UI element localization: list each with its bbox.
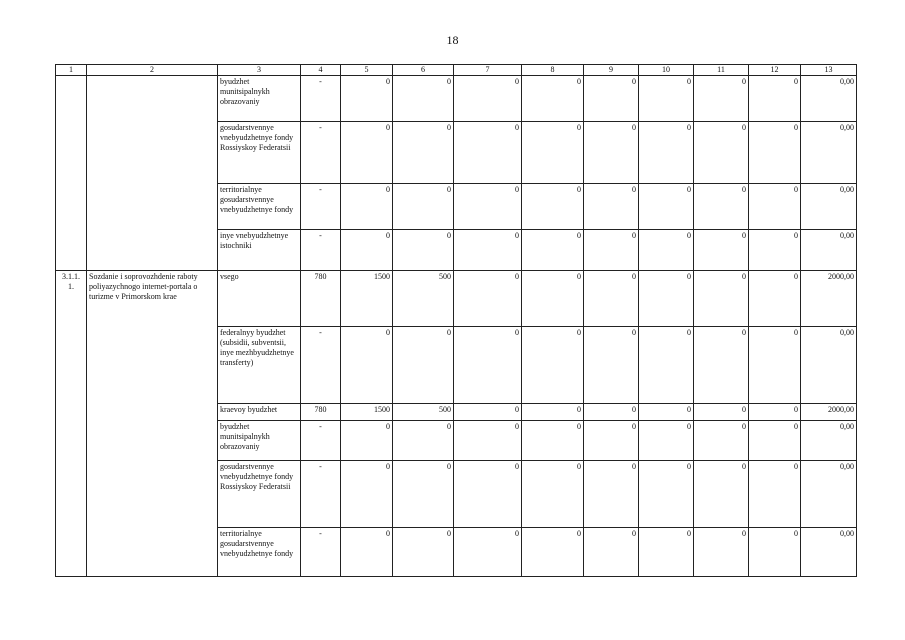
value-cell: 1500 [341, 271, 393, 327]
value-cell: 0 [639, 404, 694, 421]
column-number: 10 [639, 65, 694, 76]
column-number: 1 [56, 65, 87, 76]
value-cell: 0 [694, 327, 749, 404]
value-cell: 0 [522, 528, 584, 577]
value-cell: - [301, 230, 341, 271]
value-cell: 0 [393, 327, 454, 404]
value-cell: 0,00 [801, 230, 857, 271]
value-cell: 0 [341, 184, 393, 230]
value-cell: 0 [393, 461, 454, 528]
value-cell: - [301, 327, 341, 404]
value-cell: 0 [584, 327, 639, 404]
value-cell: 0 [639, 421, 694, 461]
value-cell: 0 [454, 421, 522, 461]
value-cell: 0 [694, 122, 749, 184]
funding-source: gosudarstvennye vnebyudzhetnye fondy Rossiyskoy Federatsii [218, 122, 301, 184]
value-cell: 0 [639, 122, 694, 184]
item-code-cell: 3.1.1. 1. [56, 271, 87, 577]
value-cell: 0 [584, 404, 639, 421]
value-cell: - [301, 122, 341, 184]
value-cell: 780 [301, 404, 341, 421]
value-cell: 0 [584, 421, 639, 461]
value-cell: 0 [639, 230, 694, 271]
value-cell: 0 [639, 528, 694, 577]
value-cell: 0 [454, 327, 522, 404]
column-number: 2 [87, 65, 218, 76]
column-number-row [56, 65, 857, 76]
value-cell: 0 [694, 271, 749, 327]
value-cell: 0 [639, 461, 694, 528]
value-cell: 2000,00 [801, 271, 857, 327]
value-cell: 0 [341, 230, 393, 271]
column-number: 12 [749, 65, 801, 76]
value-cell: 0 [694, 76, 749, 122]
value-cell: 0 [341, 76, 393, 122]
value-cell: 0 [454, 76, 522, 122]
value-cell: 0 [749, 327, 801, 404]
value-cell: 0 [454, 528, 522, 577]
column-number: 13 [801, 65, 857, 76]
value-cell: 0 [522, 184, 584, 230]
value-cell: 0 [454, 122, 522, 184]
value-cell: 0 [584, 528, 639, 577]
column-number: 8 [522, 65, 584, 76]
value-cell: 0 [749, 461, 801, 528]
value-cell: 0 [749, 76, 801, 122]
value-cell: 0 [454, 271, 522, 327]
value-cell: 0,00 [801, 327, 857, 404]
value-cell: 2000,00 [801, 404, 857, 421]
value-cell: 0 [749, 528, 801, 577]
funding-source: kraevoy byudzhet [218, 404, 301, 421]
value-cell: 0 [584, 122, 639, 184]
column-number: 9 [584, 65, 639, 76]
column-number: 11 [694, 65, 749, 76]
value-cell: 0 [749, 421, 801, 461]
value-cell: - [301, 461, 341, 528]
value-cell: 0 [584, 461, 639, 528]
column-number: 5 [341, 65, 393, 76]
value-cell: 0 [393, 76, 454, 122]
column-number: 7 [454, 65, 522, 76]
value-cell: 0 [749, 230, 801, 271]
value-cell: 0 [393, 230, 454, 271]
value-cell: 0 [522, 230, 584, 271]
funding-source: territorialnye gosudarstvennye vnebyudzhetnye fondy [218, 528, 301, 577]
value-cell: 0 [522, 76, 584, 122]
value-cell: 0 [341, 122, 393, 184]
value-cell: 0 [584, 230, 639, 271]
value-cell: 0 [522, 421, 584, 461]
item-code-cell [56, 76, 87, 271]
table-row [56, 76, 857, 122]
value-cell: 500 [393, 404, 454, 421]
value-cell: 0,00 [801, 76, 857, 122]
column-number: 6 [393, 65, 454, 76]
value-cell: 0 [454, 230, 522, 271]
funding-source: inye vnebyudzhetnye istochniki [218, 230, 301, 271]
value-cell: 0 [454, 184, 522, 230]
value-cell: 500 [393, 271, 454, 327]
value-cell: 0 [341, 461, 393, 528]
value-cell: 0 [522, 404, 584, 421]
value-cell: 0 [522, 271, 584, 327]
value-cell: 0 [584, 76, 639, 122]
value-cell: 0 [522, 461, 584, 528]
funding-source: vsego [218, 271, 301, 327]
column-number: 3 [218, 65, 301, 76]
value-cell: - [301, 528, 341, 577]
budget-table [55, 64, 857, 577]
value-cell: 0 [522, 122, 584, 184]
value-cell: 0 [393, 184, 454, 230]
value-cell: 0 [639, 76, 694, 122]
value-cell: 0 [694, 528, 749, 577]
value-cell: 0 [393, 122, 454, 184]
value-cell: 0 [522, 327, 584, 404]
value-cell: 0,00 [801, 528, 857, 577]
value-cell: 0 [341, 528, 393, 577]
value-cell: 780 [301, 271, 341, 327]
table-row [56, 271, 857, 327]
column-number: 4 [301, 65, 341, 76]
value-cell: 0 [694, 404, 749, 421]
funding-source: byudzhet munitsipalnykh obrazovaniy [218, 421, 301, 461]
value-cell: 0 [454, 461, 522, 528]
value-cell: 0 [749, 122, 801, 184]
funding-source: byudzhet munitsipalnykh obrazovaniy [218, 76, 301, 122]
value-cell: 0,00 [801, 122, 857, 184]
value-cell: 0 [584, 271, 639, 327]
item-name-cell: Sozdanie i soprovozhdenie raboty poliyazychnogo internet-portala o turizme v Primorskom krae [87, 271, 218, 577]
value-cell: 0 [639, 271, 694, 327]
value-cell: 0 [749, 271, 801, 327]
value-cell: 0 [584, 184, 639, 230]
funding-source: gosudarstvennye vnebyudzhetnye fondy Rossiyskoy Federatsii [218, 461, 301, 528]
value-cell: 1500 [341, 404, 393, 421]
funding-source: territorialnye gosudarstvennye vnebyudzhetnye fondy [218, 184, 301, 230]
value-cell: 0,00 [801, 184, 857, 230]
value-cell: 0 [639, 184, 694, 230]
value-cell: 0 [694, 230, 749, 271]
value-cell: 0 [694, 421, 749, 461]
value-cell: - [301, 421, 341, 461]
value-cell: - [301, 76, 341, 122]
value-cell: 0 [393, 421, 454, 461]
value-cell: 0 [454, 404, 522, 421]
value-cell: - [301, 184, 341, 230]
item-name-cell [87, 76, 218, 271]
value-cell: 0,00 [801, 421, 857, 461]
value-cell: 0 [341, 327, 393, 404]
funding-source: federalnyy byudzhet (subsidii, subventsii, inye mezhbyudzhetnye transferty) [218, 327, 301, 404]
page-number: 18 [446, 33, 459, 47]
value-cell: 0 [639, 327, 694, 404]
value-cell: 0,00 [801, 461, 857, 528]
value-cell: 0 [393, 528, 454, 577]
value-cell: 0 [341, 421, 393, 461]
value-cell: 0 [694, 184, 749, 230]
value-cell: 0 [749, 404, 801, 421]
value-cell: 0 [694, 461, 749, 528]
value-cell: 0 [749, 184, 801, 230]
